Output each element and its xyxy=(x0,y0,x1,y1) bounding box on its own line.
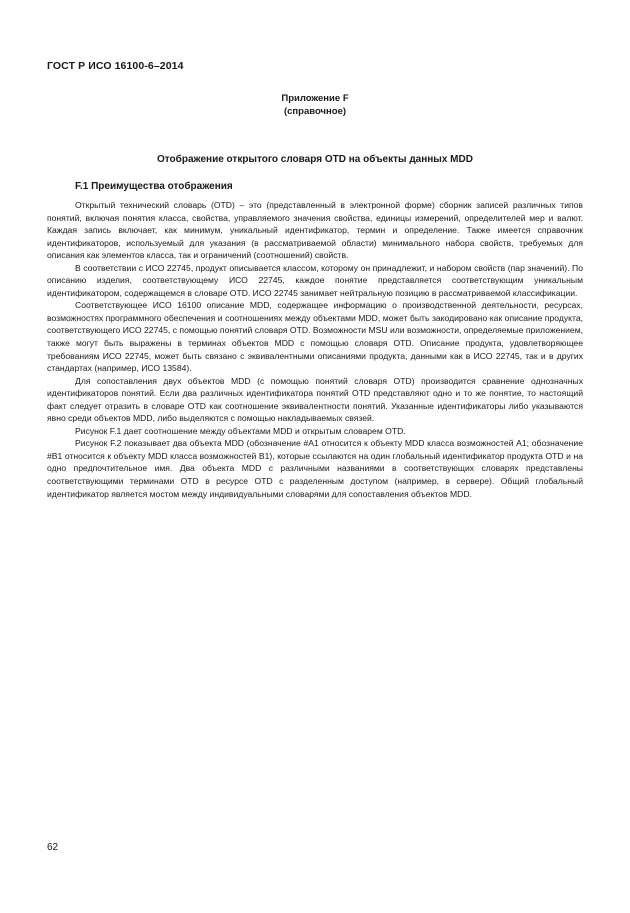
paragraph-1: Открытый технический словарь (OTD) – это (представленный в электронной форме) сборник записей различных типов понятий, включая понятия класса, свойства, управляемого значения свойства, единицы измерений, определителей мер и валют. Каждая запись включает, как минимум, уникальный идентификатор, термин и определение. Также имеется справочник идентификаторов, используемый для указания (в рассматриваемой области) минимального набора свойств, требуемых для описания как элементов класса, так и ограничений (соотношений) свойств. xyxy=(47,200,583,261)
paragraph-6: Рисунок F.2 показывает два объекта MDD (обозначение #A1 относится к объекту MDD класса возможностей A1; обозначение #B1 относится к объекту MDD класса возможностей B1), которые ссылаются на один глобальный идентификатор продукта OTD и на одно предпочтительное имя. Два объекта MDD с различными названиями в соответствующих словарях представлены соответствующими терминами OTD в ресурсе OTD с разделенным доступом (например, в сервере). Общий глобальный идентификатор является мостом между индивидуальными словарями для сопоставления объектов MDD. xyxy=(47,438,583,499)
paragraph-5: Рисунок F.1 дает соотношение между объектами MDD и открытым словарем OTD. xyxy=(75,425,406,436)
page-number: 62 xyxy=(47,842,59,853)
annex-type: (справочное) xyxy=(283,106,347,117)
standard-designation: ГОСТ Р ИСО 16100-6–2014 xyxy=(47,60,184,72)
annex-label: Приложение F xyxy=(281,93,349,104)
paragraph-4: Для сопоставления двух объектов MDD (с помощью понятий словаря OTD) производится сравнение однозначных идентификаторов понятий. Если два различных идентификатора понятий OTD представляют одно и то же понятие, то настоящий факт следует отразить в словаре OTD как соотношение эквивалентности понятий. Указанные идентификаторы либо указываются явно среди объектов MDD, либо выделяются с помощью накладываемых связей. xyxy=(47,375,583,424)
annex-title: Отображение открытого словаря OTD на объекты данных MDD xyxy=(157,154,473,165)
paragraph-3: Соответствующее ИСО 16100 описание MDD, содержащее информацию о производственной деятельности, ресурсах, возможностях программного обеспечения и соотношениях между объектами MDD, может быть закодировано как описание продукта, соответствующего ИСО 22745, с помощью понятий словаря OTD. Возможности MSU или возможности, определяемые приложением, также могут быть выражены в терминах объектов MDD с помощью словаря OTD. Описание продукта, удовлетворяющее требованиям ИСО 22745, может быть связано с эквивалентными описаниями продукта, данными как в ИСО 22745, так и в других стандартах (например, ИСО 13584). xyxy=(47,300,583,374)
annex-label-block xyxy=(0,92,630,118)
section-heading: F.1 Преимущества отображения xyxy=(75,181,233,192)
body-text xyxy=(47,199,583,500)
paragraph-2: В соответствии с ИСО 22745, продукт описывается классом, которому он принадлежит, и набором свойств (пар значений). По описанию изделия, соответствующему ИСО 22745, каждое понятие представляется соответствующим уникальным идентификатором, содержащемся в словаре OTD. ИСО 22745 занимает нейтральную позицию в рассматриваемой классификации. xyxy=(47,262,583,298)
